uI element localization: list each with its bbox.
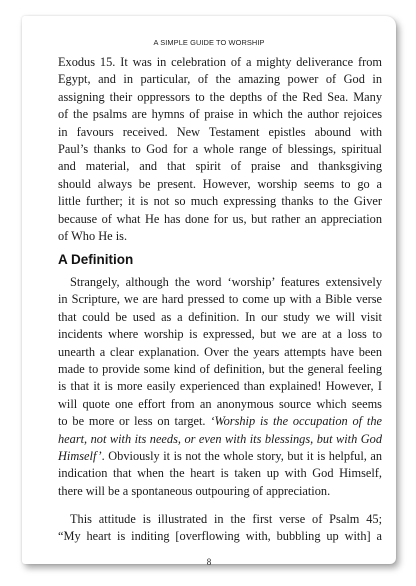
book-page	[22, 16, 396, 567]
body-paragraph-2	[58, 274, 382, 500]
text-run: to be more or less on target.	[58, 414, 211, 429]
text-line: incidents where worship is expressed, but we are at a loss to	[58, 327, 382, 342]
text-line	[58, 448, 382, 465]
running-head: A SIMPLE GUIDE TO WORSHIP	[153, 38, 265, 47]
text-line: made to provide some kind of definition, but the general feeling	[58, 362, 382, 377]
text-line: is that it is more easily experienced than explained! However, I	[58, 379, 382, 394]
text-line: assigning their oppressors to the depths of the Red Sea. Many	[58, 89, 382, 104]
quote-text: Himself’	[58, 449, 102, 464]
text-line: in favours received. New Testament epistles abound with	[58, 124, 382, 139]
page-number: 8	[206, 557, 212, 567]
text-line: that could be used as a definition. In our study we will visit	[58, 309, 382, 324]
text-line: because of what He has done for us, but rather an appreciation	[58, 211, 382, 226]
text-line: there will be a spontaneous outpouring of appreciation.	[58, 483, 331, 498]
text-line: little further; it is not so much expressing thanks to the Giver	[58, 194, 382, 209]
text-line: and material, and that spirit of praise and thanksgiving	[58, 159, 382, 174]
quote-text: ‘Worship is the occupation of the	[210, 414, 382, 429]
section-heading: A Definition	[58, 252, 134, 267]
text-line	[58, 431, 382, 448]
text-line: “My heart is inditing [overflowing with, bubbling up with] a	[58, 529, 382, 544]
body-paragraph-3	[58, 511, 382, 546]
text-line: of Who He is.	[58, 229, 128, 244]
body-paragraph-1	[58, 54, 382, 245]
text-line: This attitude is illustrated in the first verse of Psalm 45;	[70, 512, 382, 526]
text-line: unearth a clear explanation. Over the years attempts have been	[58, 344, 382, 359]
text-line	[58, 413, 382, 430]
text-line: of the psalms are hymns of praise in which the author rejoices	[58, 107, 382, 122]
text-line: will quote one effort from an anonymous source which seems	[58, 396, 382, 411]
text-line: Egypt, and in particular, of the amazing power of God in	[58, 72, 382, 87]
quote-text: heart, not with its needs, or even with its blessings, but with God	[58, 431, 382, 446]
text-line: should always be present. However, worship seems to go a	[58, 176, 382, 191]
text-line: indication that when the heart is taken up with God Himself,	[58, 466, 382, 481]
text-line: Strangely, although the word ‘worship’ features extensively	[70, 275, 382, 289]
text-line: Paul’s thanks to God for a whole range of blessings, spiritual	[58, 142, 382, 157]
text-line: in Scripture, we are hard pressed to come up with a Bible verse	[58, 292, 382, 307]
text-line: Exodus 15. It was in celebration of a mighty deliverance from	[58, 55, 382, 69]
text-run: . Obviously it is not the whole story, but it is helpful, an	[101, 449, 382, 464]
